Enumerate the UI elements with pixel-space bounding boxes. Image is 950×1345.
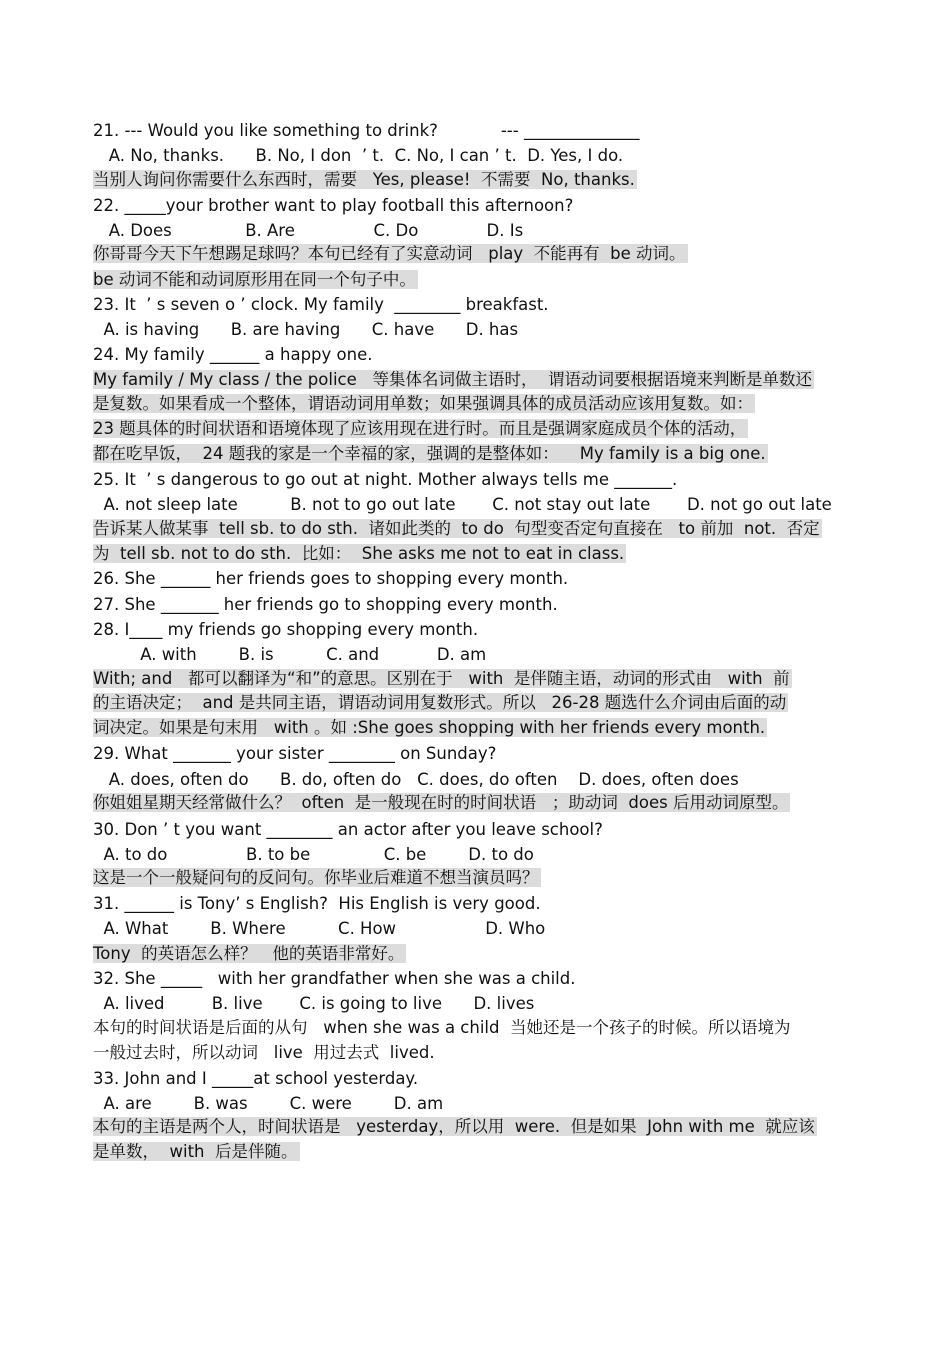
question-22: 22. _____your brother want to play football this afternoon? bbox=[93, 196, 574, 215]
question-22-options: A. Does B. Are C. Do D. Is bbox=[93, 221, 524, 240]
explanation-24-line-3: 23 题具体的时间状语和语境体现了应该用现在进行时。而且是强调家庭成员个体的活动， bbox=[93, 419, 747, 438]
question-30-options: A. to do B. to be C. be D. to do bbox=[93, 845, 534, 864]
explanation-31: Tony 的英语怎么样？ 他的英语非常好。 bbox=[93, 944, 405, 963]
explanation-24-line-2: 是复数。如果看成一个整体，谓语动词用单数；如果强调具体的成员活动应该用复数。如： bbox=[93, 394, 753, 413]
explanation-33-line-1: 本句的主语是两个人，时间状语是 yesterday，所以用 were. 但是如果 John with me 就应该 bbox=[93, 1117, 815, 1136]
explanation-29: 你姐姐星期天经常做什么？ often 是一般现在时的时间状语 ；助动词 does 后用动词原型。 bbox=[93, 793, 789, 812]
question-31-options: A. What B. Where C. How D. Who bbox=[93, 919, 546, 938]
explanation-26-28-line-1: With; and 都可以翻译为“和”的意思。区别在于 with 是伴随主语，动词的形式由 with 前 bbox=[93, 669, 790, 688]
question-33-options: A. are B. was C. were D. am bbox=[93, 1094, 444, 1113]
question-21-options: A. No, thanks. B. No, I don ’ t. C. No, I can ’ t. D. Yes, I do. bbox=[93, 146, 624, 165]
explanation-22-line-1: 你哥哥今天下午想踢足球吗？本句已经有了实意动词 play 不能再有 be 动词。 bbox=[93, 244, 686, 263]
explanation-32-line-2: 一般过去时，所以动词 live 用过去式 lived. bbox=[93, 1043, 435, 1062]
question-29: 29. What _______ your sister ________ on Sunday? bbox=[93, 744, 497, 763]
question-23: 23. It ’ s seven o ’ clock. My family ________ breakfast. bbox=[93, 295, 549, 314]
explanation-21: 当别人询问你需要什么东西时，需要 Yes, please! 不需要 No, thanks. bbox=[93, 170, 635, 189]
question-28: 28. I____ my friends go shopping every month. bbox=[93, 620, 479, 639]
explanation-22-line-2: be 动词不能和动词原形用在同一个句子中。 bbox=[93, 270, 416, 289]
question-30: 30. Don ’ t you want ________ an actor after you leave school? bbox=[93, 820, 603, 839]
question-28-options: A. with B. is C. and D. am bbox=[93, 645, 487, 664]
question-24: 24. My family ______ a happy one. bbox=[93, 345, 373, 364]
question-26: 26. She ______ her friends goes to shopping every month. bbox=[93, 569, 569, 588]
question-25-options: A. not sleep late B. not to go out late C. not stay out late D. not go out late bbox=[93, 495, 832, 514]
question-27: 27. She _______ her friends go to shopping every month. bbox=[93, 595, 558, 614]
question-31: 31. ______ is Tony’ s English? His English is very good. bbox=[93, 894, 541, 913]
question-25: 25. It ’ s dangerous to go out at night. Mother always tells me _______. bbox=[93, 470, 678, 489]
explanation-32-line-1: 本句的时间状语是后面的从句 when she was a child 当她还是一个孩子的时候。所以语境为 bbox=[93, 1018, 791, 1037]
question-23-options: A. is having B. are having C. have D. has bbox=[93, 320, 519, 339]
explanation-26-28-line-2: 的主语决定； and 是共同主语，谓语动词用复数形式。所以 26-28 题选什么介词由后面的动 bbox=[93, 693, 787, 712]
explanation-33-line-2: 是单数， with 后是伴随。 bbox=[93, 1142, 298, 1161]
explanation-24-line-4: 都在吃早饭， 24 题我的家是一个幸福的家，强调的是整体如： My family is a big one. bbox=[93, 444, 766, 463]
explanation-30: 这是一个一般疑问句的反问句。你毕业后难道不想当演员吗？ bbox=[93, 868, 539, 887]
question-33: 33. John and I _____at school yesterday. bbox=[93, 1069, 419, 1088]
explanation-25-line-1: 告诉某人做某事 tell sb. to do sth. 诸如此类的 to do 句型变否定句直接在 to 前加 not. 否定 bbox=[93, 519, 820, 538]
explanation-26-28-line-3: 词决定。如果是句末用 with 。如 :She goes shopping with her friends every month. bbox=[93, 718, 766, 737]
question-32: 32. She _____ with her grandfather when she was a child. bbox=[93, 969, 576, 988]
question-29-options: A. does, often do B. do, often do C. does, do often D. does, often does bbox=[93, 770, 739, 789]
explanation-24-line-1: My family / My class / the police 等集体名词做主语时， 谓语动词要根据语境来判断是单数还 bbox=[93, 370, 812, 389]
question-32-options: A. lived B. live C. is going to live D. lives bbox=[93, 994, 535, 1013]
explanation-25-line-2: 为 tell sb. not to do sth. 比如： She asks me not to eat in class. bbox=[93, 544, 625, 563]
question-21: 21. --- Would you like something to drink? --- ______________ bbox=[93, 121, 640, 140]
